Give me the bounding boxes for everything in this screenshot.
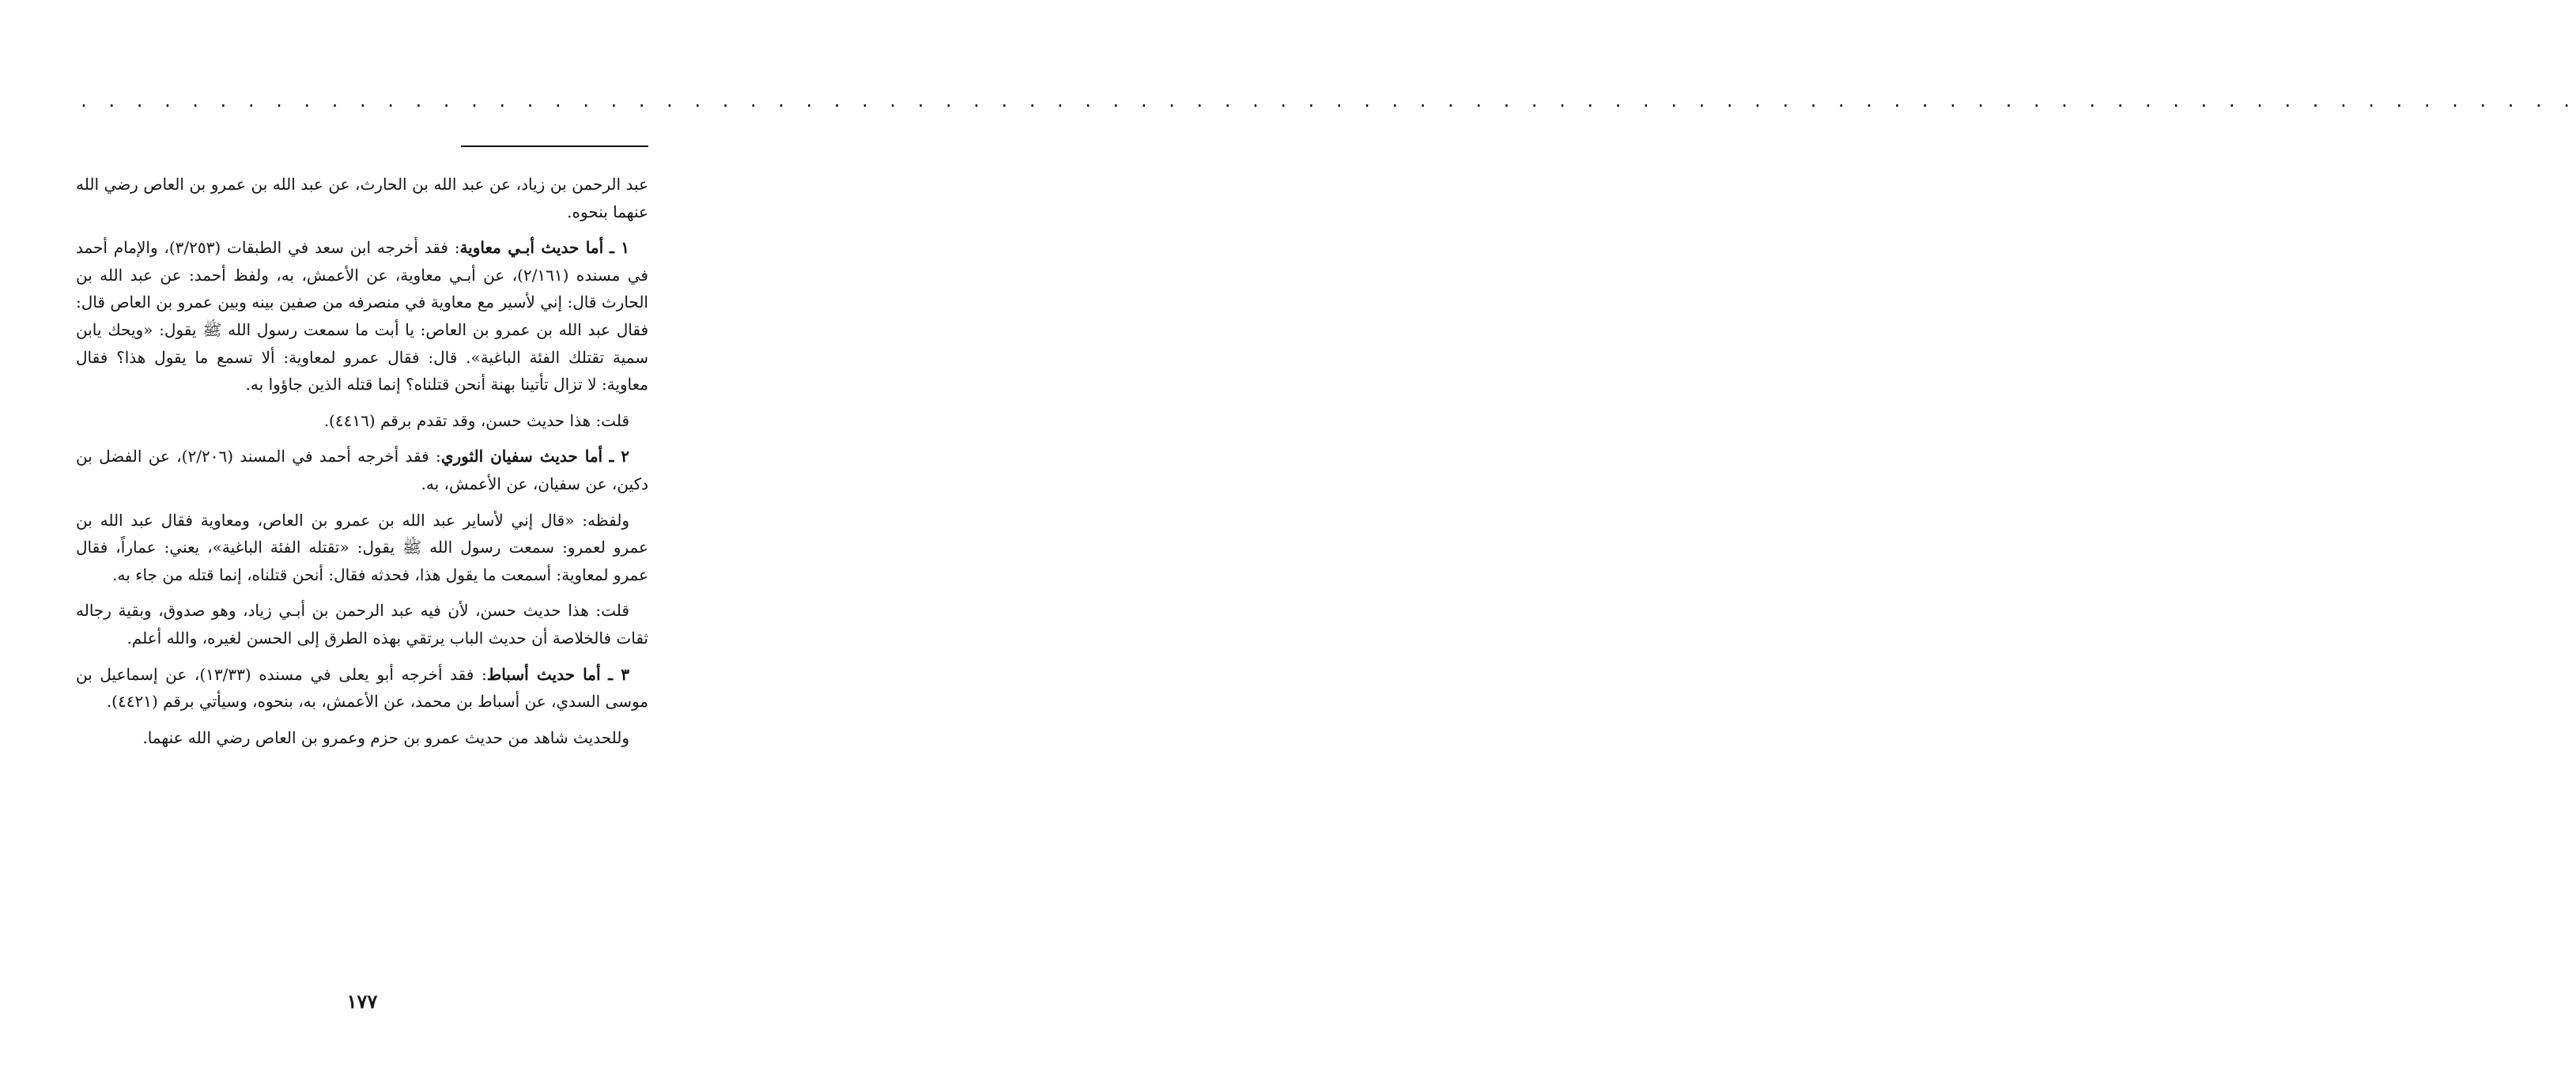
- note-1-paragraph: قلت: هذا حديث حسن، وقد تقدم برقم (٤٤١٦).: [323, 410, 629, 430]
- section-2-paragraph: [76, 443, 648, 497]
- separator-dots: . . . . . . . . . . . . . . . . . . . . . . . . . . . . . . . . . . . . . . . . . . . . . . . . . . . . . . . . . . . . . . . . . . . . . . . . . . . . . . . . . . . . . . . . . .: [79, 92, 2576, 111]
- section-1-paragraph: [76, 234, 648, 398]
- section-2-body: : فقد أخرجه أحمد في المسند (٢/٢٠٦)، عن الفضل بن دكين، عن سفيان، عن الأعمش، به.: [76, 447, 648, 493]
- footnote-rule: [461, 145, 648, 147]
- closing-paragraph: وللحديث شاهد من حديث عمرو بن حزم وعمرو بن العاص رضي الله عنهما.: [142, 727, 629, 747]
- wording-2-paragraph: ولفظه: «قال إني لأساير عبد الله بن عمرو بن العاص، ومعاوية فقال عبد الله بن عمرو لعمرو: سمعت رسول الله ﷺ يقول: «تقتله الفئة الباغية»، يعني: عماراً، فقال عمرو لمعاوية: أسمعت ما يقول هذا، فحدثه فقال: أنحن قتلناه، إنما قتله من جاء به.: [76, 510, 648, 584]
- intro-paragraph: عبد الرحمن بن زياد، عن عبد الله بن الحارث، عن عبد الله بن عمرو بن العاص رضي الله عنهما بنحوه.: [76, 175, 648, 221]
- section-3-heading: أما حديث أسباط: [486, 664, 601, 684]
- section-3-number: ٣ ـ: [608, 664, 630, 684]
- section-2-heading: أما حديث سفيان الثوري: [440, 447, 603, 466]
- section-1-heading: أما حديث أبـي معاوية: [459, 238, 604, 258]
- section-3-body: : فقد أخرجه أبو يعلى في مسنده (١٣/٣٣)، عن إسماعيل بن موسى السدي، عن أسباط بن محمد، عن الأعمش، به، بنحوه، وسيأتي برقم (٤٤٢١).: [76, 664, 648, 712]
- section-2-number: ٢ ـ: [609, 447, 630, 466]
- section-3-paragraph: [76, 661, 648, 716]
- page-body: [76, 171, 648, 751]
- section-1-body: : فقد أخرجه ابن سعد في الطبقات (٣/٢٥٣)، والإمام أحمد في مسنده (٢/١٦١)، عن أبـي معاوية، عن الأعمش، به، ولفظ أحمد: عن عبد الله بن الحارث قال: إني لأسير مع معاوية في منصرفه من صفين بينه وبين عمرو بن العاص قال: فقال عبد الله بن عمرو بن العاص: يا أبت ما سمعت رسول الله ﷺ يقول: «ويحك يابن سمية تقتلك الفئة الباغية». قال: فقال عمرو لمعاوية: ألا تسمع ما يقول هذا؟ فقال معاوية: لا تزال تأتينا بهنة أنحن قتلناه؟ إنما قتله الذين جاؤوا به.: [76, 238, 648, 395]
- note-2-paragraph: قلت: هذا حديث حسن، لأن فيه عبد الرحمن بن أبـي زياد، وهو صدوق، وبقية رجاله ثقات فالخلاصة أن حديث الباب يرتقي بهذه الطرق إلى الحسن لغيره، والله أعلم.: [76, 601, 648, 648]
- page-number: ١٧٧: [346, 990, 378, 1013]
- section-1-number: ١ ـ: [609, 238, 630, 258]
